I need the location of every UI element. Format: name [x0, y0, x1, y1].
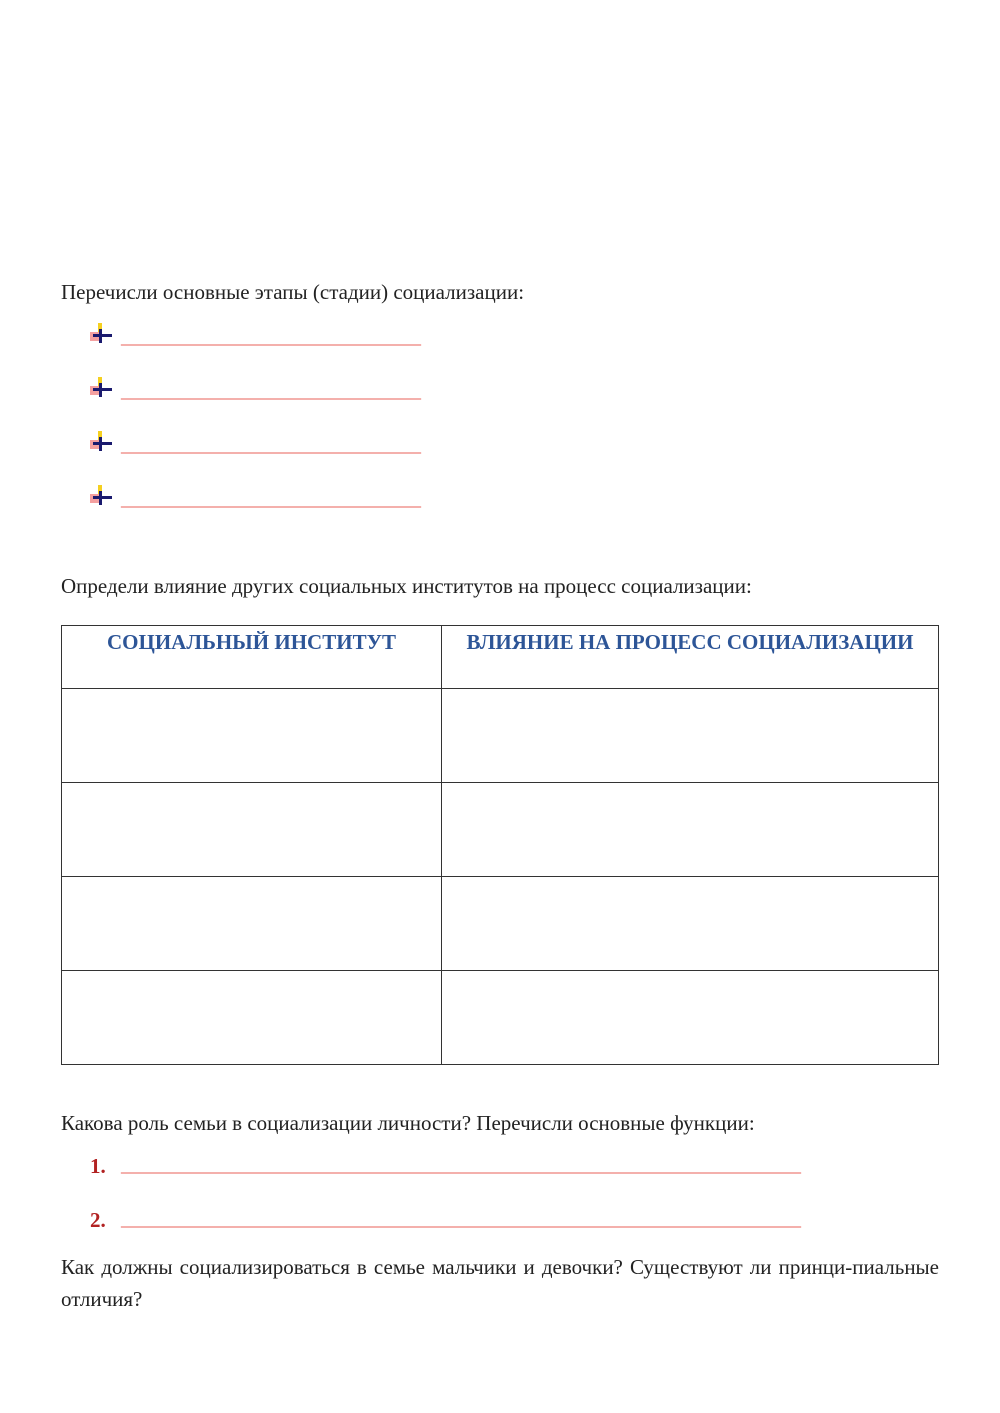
table-row — [62, 783, 939, 877]
table-row — [62, 971, 939, 1065]
function-answer-line[interactable]: ____________________________________________________________________ — [121, 1154, 801, 1176]
header-social-institute: СОЦИАЛЬНЫЙ ИНСТИТУТ — [62, 626, 442, 689]
stage-answer-line[interactable]: ______________________________ — [121, 488, 421, 510]
influence-cell[interactable] — [442, 689, 939, 783]
function-number: 1. — [90, 1154, 106, 1178]
institute-cell[interactable] — [62, 689, 442, 783]
institutes-table — [61, 625, 939, 1065]
bullet-cross-icon — [90, 485, 112, 507]
stage-answer-line[interactable]: ______________________________ — [121, 434, 421, 456]
institutes-question: Определи влияние других социальных институтов на процесс социализации: — [61, 574, 752, 598]
stages-question: Перечисли основные этапы (стадии) социализации: — [61, 280, 525, 304]
bullet-cross-icon — [90, 431, 112, 453]
function-answer-line[interactable]: ____________________________________________________________________ — [121, 1208, 801, 1230]
header-influence: ВЛИЯНИЕ НА ПРОЦЕСС СОЦИАЛИЗАЦИИ — [442, 626, 939, 689]
stage-answer-line[interactable]: ______________________________ — [121, 326, 421, 348]
bullet-cross-icon — [90, 323, 112, 345]
table-header-row — [62, 626, 939, 689]
institute-cell[interactable] — [62, 971, 442, 1065]
gender-question: Как должны социализироваться в семье мальчики и девочки? Существуют ли принци-пиальные отличия? — [61, 1255, 939, 1311]
table-row — [62, 689, 939, 783]
influence-cell[interactable] — [442, 877, 939, 971]
stage-answer-line[interactable]: ______________________________ — [121, 380, 421, 402]
influence-cell[interactable] — [442, 971, 939, 1065]
family-question: Какова роль семьи в социализации личности? Перечисли основные функции: — [61, 1111, 755, 1135]
bullet-cross-icon — [90, 377, 112, 399]
table-row — [62, 877, 939, 971]
institute-cell[interactable] — [62, 877, 442, 971]
institute-cell[interactable] — [62, 783, 442, 877]
influence-cell[interactable] — [442, 783, 939, 877]
function-number: 2. — [90, 1208, 106, 1232]
